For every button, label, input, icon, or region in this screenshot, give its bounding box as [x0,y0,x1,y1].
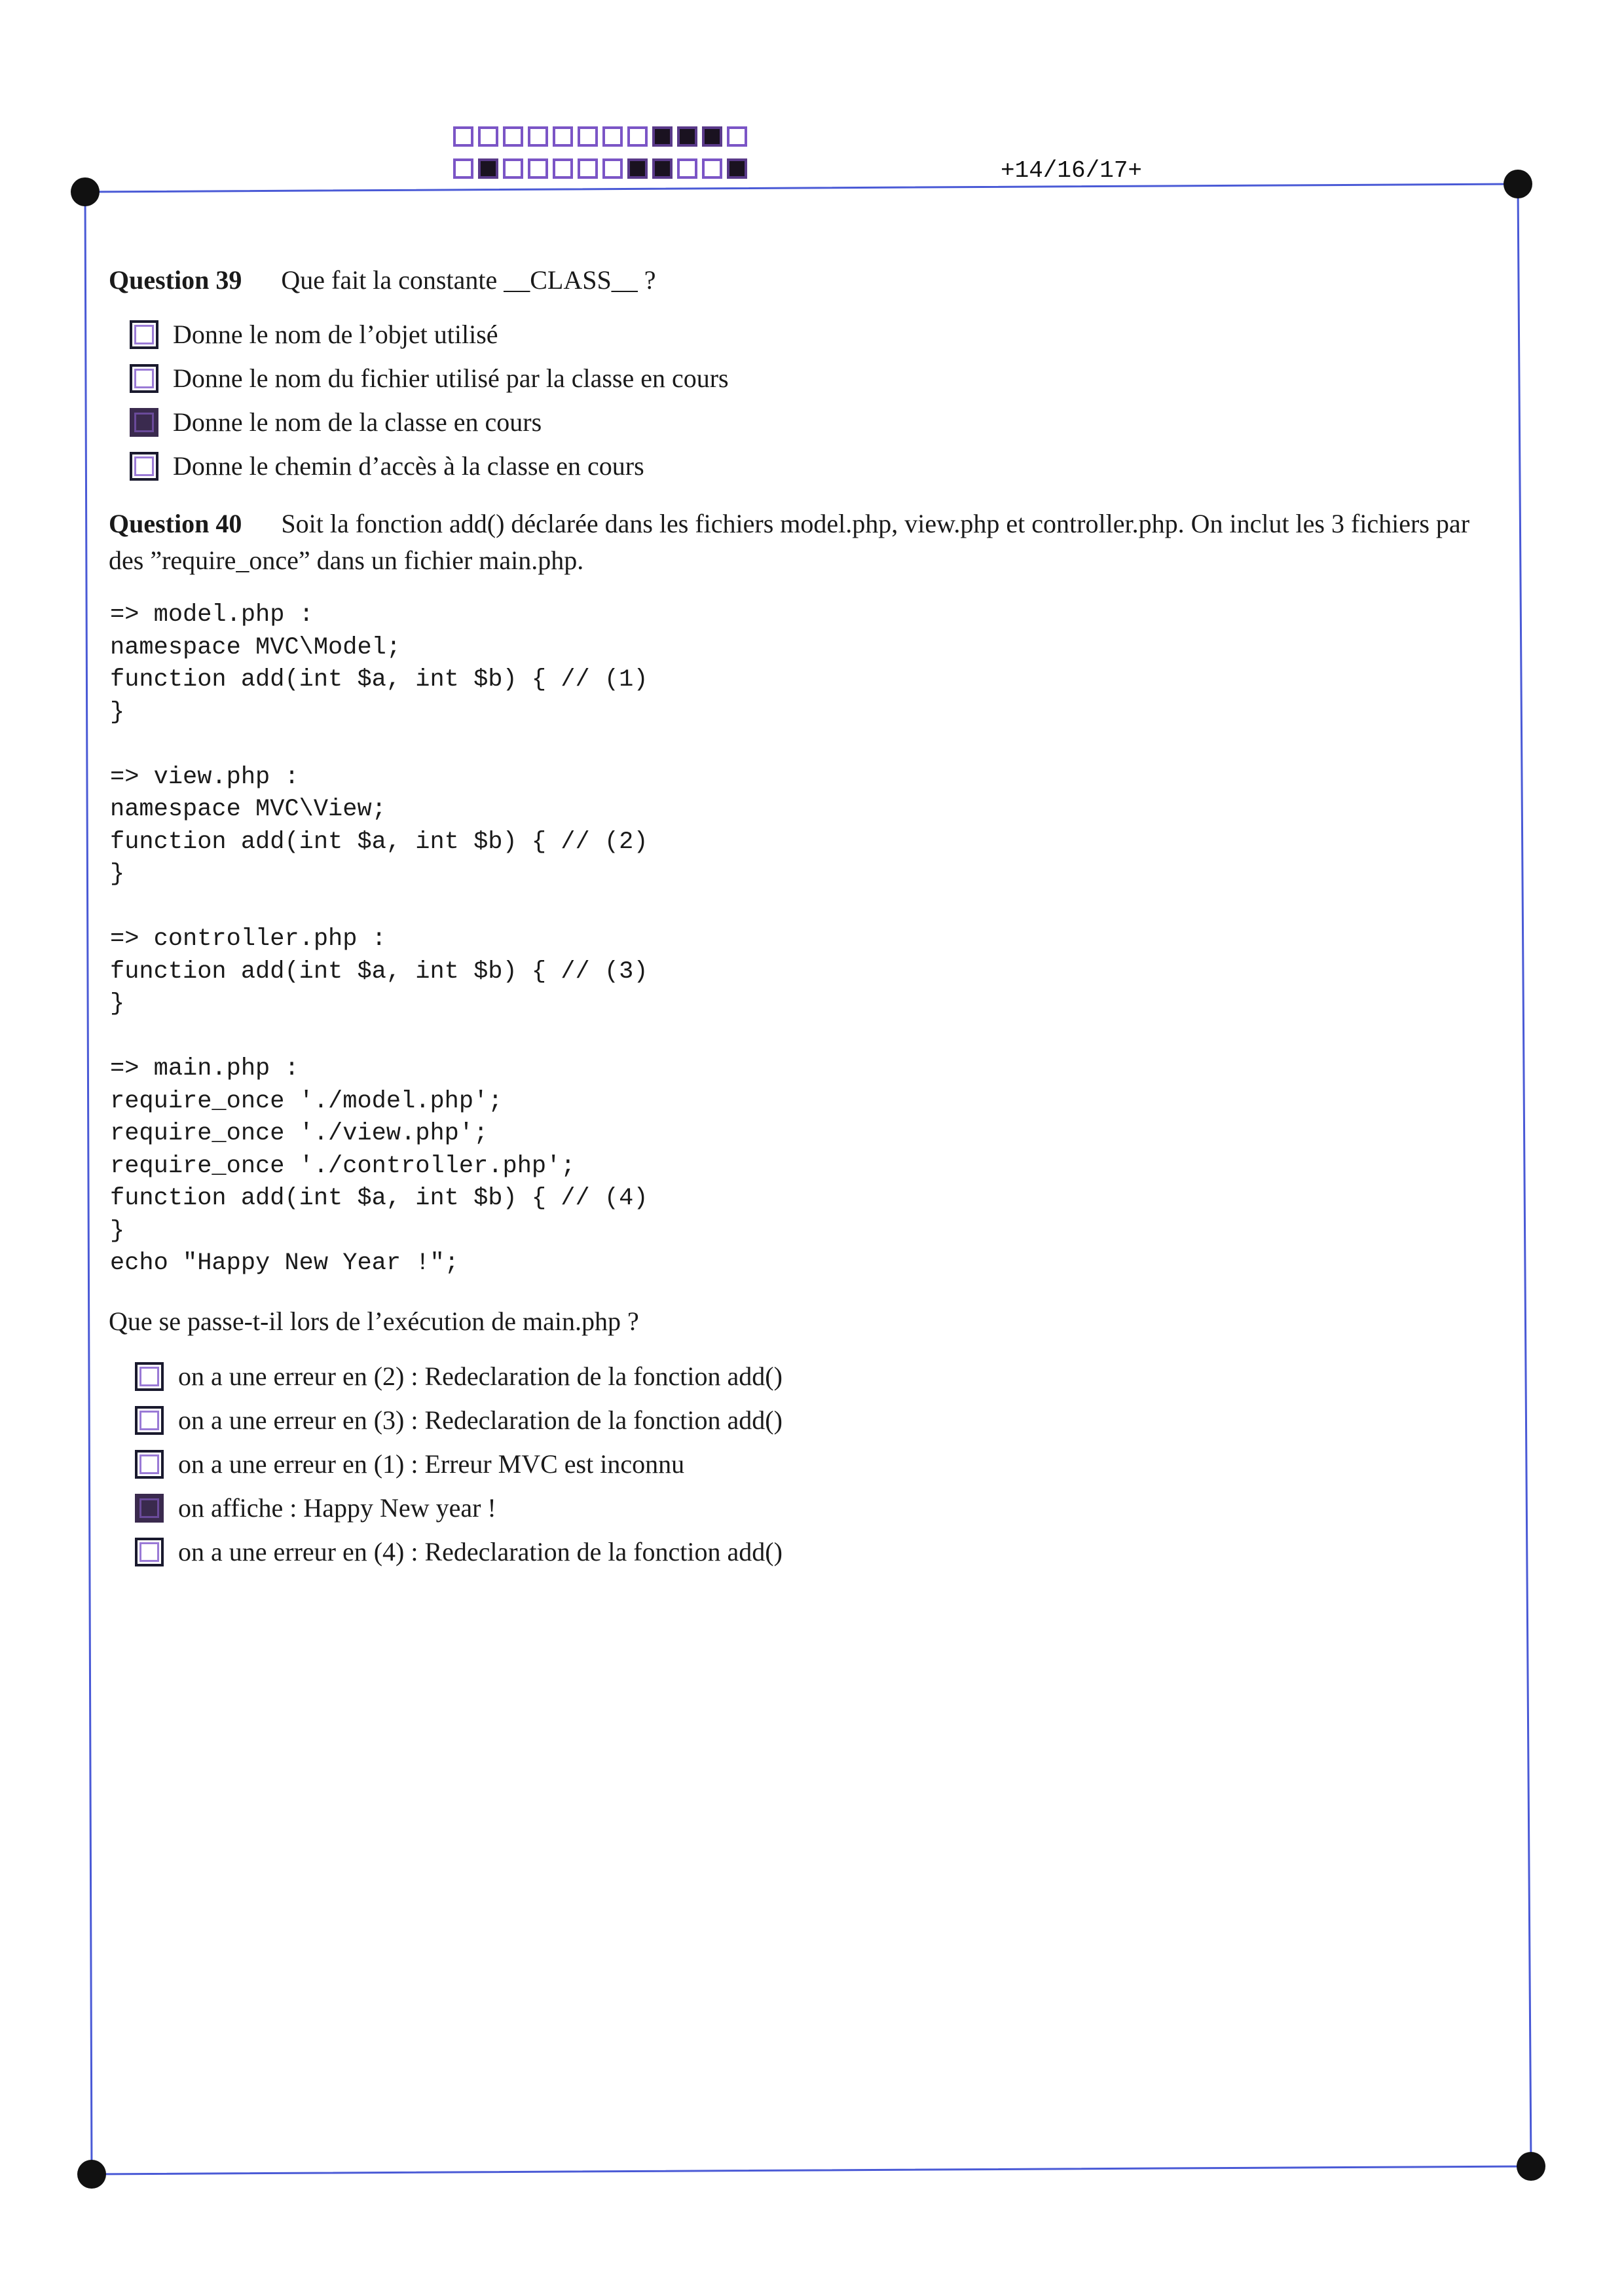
checkbox[interactable] [135,1538,164,1566]
answer-text: Donne le nom du fichier utilisé par la classe en cours [173,363,729,393]
code-line [110,729,648,762]
id-code-row-2 [453,158,752,179]
id-cell-empty [553,126,573,147]
answer-text: on a une erreur en (4) : Redeclaration de la fonction add() [178,1537,783,1566]
registration-mark-bottom-right [1517,2152,1545,2181]
answer-option[interactable] [135,1354,783,1398]
code-line: echo "Happy New Year !"; [110,1250,459,1277]
code-line: => main.php : [110,1055,299,1083]
answer-text: on a une erreur en (3) : Redeclaration de la fonction add() [178,1405,783,1435]
code-line: } [110,861,125,888]
id-cell-filled [627,158,648,179]
id-cell-empty [503,158,523,179]
id-cell-empty [602,158,623,179]
id-cell-empty [478,126,498,147]
answer-text: Donne le nom de l’objet utilisé [173,320,498,349]
code-line: namespace MVC\Model; [110,633,401,661]
id-cell-empty [528,158,548,179]
code-line: function add(int $a, int $b) { // (1) [110,666,648,694]
question-39-answers [130,312,729,488]
code-line: require_once './controller.php'; [110,1152,576,1180]
id-cell-empty [528,126,548,147]
answer-option[interactable] [130,312,729,356]
code-line: } [110,698,125,726]
id-cell-empty [553,158,573,179]
answer-option[interactable] [135,1442,783,1486]
id-cell-empty [453,126,473,147]
answer-option[interactable] [135,1486,783,1530]
question-40-text: Soit la fonction add() déclarée dans les fichiers model.php, view.php et controller.php. On inclut les 3 fichiers par des ”require_once” dans un fichier main.php. [109,509,1470,575]
question-40-label: Question 40 [109,509,242,538]
question-40-prompt: Que se passe-t-il lors de l’exécution de main.php ? [109,1306,639,1336]
answer-text: Donne le chemin d’accès à la classe en cours [173,451,644,481]
question-39-text: Que fait la constante __CLASS__ ? [281,265,656,295]
code-line: function add(int $a, int $b) { // (4) [110,1185,648,1212]
checkbox-checked[interactable] [135,1494,164,1523]
code-line: require_once './view.php'; [110,1120,489,1147]
code-line: => model.php : [110,601,314,629]
answer-option[interactable] [130,444,729,488]
checkbox-checked[interactable] [130,408,158,437]
id-cell-empty [578,126,598,147]
checkbox[interactable] [135,1362,164,1391]
id-cell-empty [627,126,648,147]
id-cell-filled [727,158,747,179]
answer-option[interactable] [135,1530,783,1574]
answer-text: Donne le nom de la classe en cours [173,407,542,437]
code-line [110,1021,648,1054]
registration-mark-top-left [71,177,100,206]
answer-option[interactable] [135,1398,783,1442]
id-cell-empty [702,158,722,179]
registration-mark-bottom-left [77,2160,106,2189]
registration-mark-top-right [1504,170,1532,198]
checkbox[interactable] [130,364,158,393]
question-40-code [110,599,648,1280]
code-line: namespace MVC\View; [110,796,386,823]
code-line: function add(int $a, int $b) { // (3) [110,957,648,986]
question-40-answers [135,1354,783,1574]
checkbox[interactable] [130,452,158,481]
id-cell-filled [652,158,673,179]
code-line: function add(int $a, int $b) { // (2) [110,828,648,856]
code-line [110,891,648,924]
question-39-heading [109,262,655,299]
answer-option[interactable] [130,356,729,400]
id-cell-empty [602,126,623,147]
id-cell-filled [478,158,498,179]
id-cell-filled [652,126,673,147]
answer-text: on affiche : Happy New year ! [178,1493,496,1523]
answer-text: on a une erreur en (1) : Erreur MVC est inconnu [178,1449,685,1479]
id-cell-empty [578,158,598,179]
question-40-heading [109,506,1500,579]
id-cell-filled [702,126,722,147]
id-cell-empty [503,126,523,147]
id-cell-filled [677,126,697,147]
checkbox[interactable] [135,1450,164,1479]
page-id: +14/16/17+ [1001,157,1143,184]
code-line: => controller.php : [110,925,386,953]
answer-text: on a une erreur en (2) : Redeclaration de la fonction add() [178,1361,783,1391]
id-code-row-1 [453,126,752,147]
code-line: => view.php : [110,763,299,791]
checkbox[interactable] [130,320,158,349]
id-cell-empty [453,158,473,179]
question-39-label: Question 39 [109,265,242,295]
code-line: } [110,990,125,1018]
id-cell-empty [677,158,697,179]
answer-option[interactable] [130,400,729,444]
code-line: } [110,1217,125,1245]
checkbox[interactable] [135,1406,164,1435]
id-cell-empty [727,126,747,147]
code-line: require_once './model.php'; [110,1087,503,1115]
